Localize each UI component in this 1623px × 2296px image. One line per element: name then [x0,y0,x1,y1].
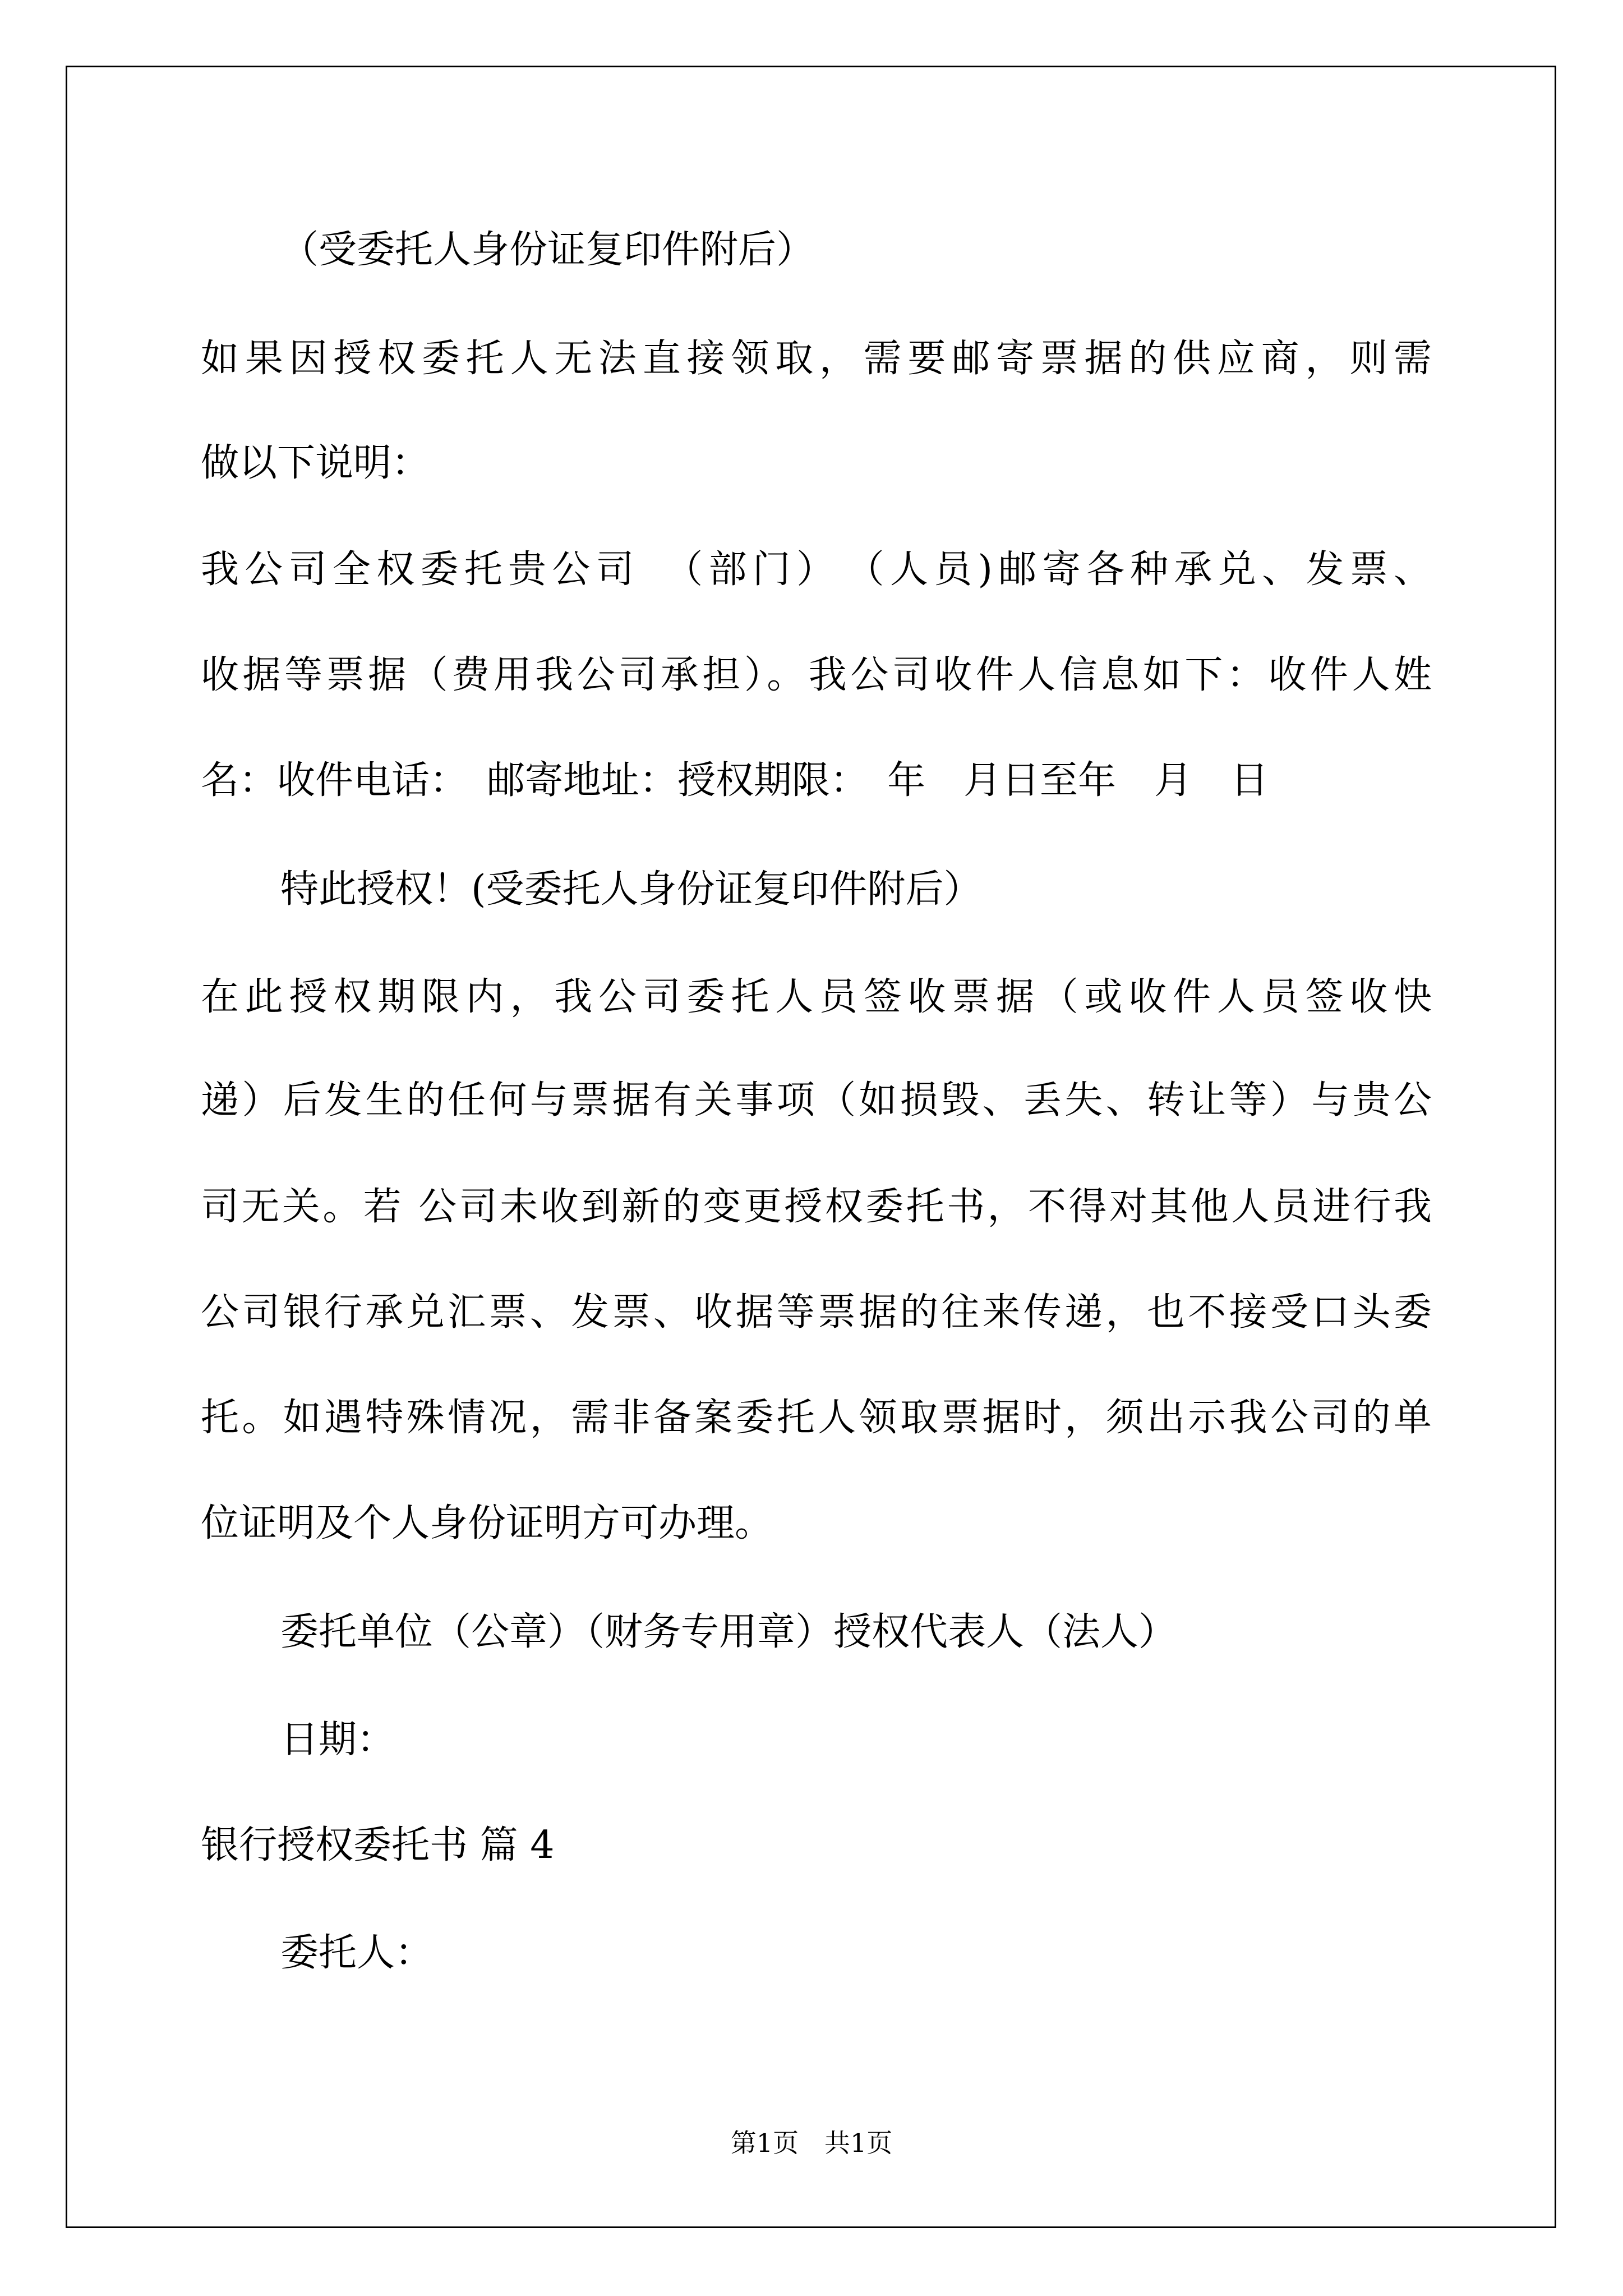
body-line: 如果因授权委托人无法直接领取，需要邮寄票据的供应商，则需 [201,337,1432,381]
body-line: 我公司全权委托贵公司 （部门） （人员)邮寄各种承兑、发票、 [201,547,1432,592]
page-border [66,66,1556,2228]
body-line: 递）后发生的任何与票据有关事项（如损毁、丢失、转让等）与贵公 [201,1078,1432,1122]
body-line: 收据等票据（费用我公司承担）。我公司收件人信息如下：收件人姓 [201,653,1432,697]
body-line: 做以下说明： [201,441,430,485]
body-line: 位证明及个人身份证明方可办理。 [201,1501,773,1545]
attachment-note: （受委托人身份证复印件附后） [280,228,815,272]
signature-line: 委托单位（公章）（财务专用章）授权代表人（法人） [280,1610,1177,1654]
body-line: 公司银行承兑汇票、发票、收据等票据的往来传递，也不接受口头委 [201,1290,1432,1335]
body-line: 名：收件电话： 邮寄地址：授权期限： 年 月日至年 月 日 [201,758,1269,803]
body-line: 托。如遇特殊情况，需非备案委托人领取票据时，须出示我公司的单 [201,1396,1432,1440]
body-line: 特此授权！(受委托人身份证复印件附后） [280,867,982,912]
page-footer: 第1页 共1页 [730,2128,893,2158]
date-line: 日期： [280,1718,395,1762]
section-heading: 银行授权委托书 篇 4 [201,1823,555,1867]
body-line: 委托人： [280,1931,434,1975]
body-line: 司无关。若 公司未收到新的变更授权委托书，不得对其他人员进行我 [201,1185,1432,1229]
body-line: 在此授权期限内，我公司委托人员签收票据（或收件人员签收快 [201,975,1432,1019]
